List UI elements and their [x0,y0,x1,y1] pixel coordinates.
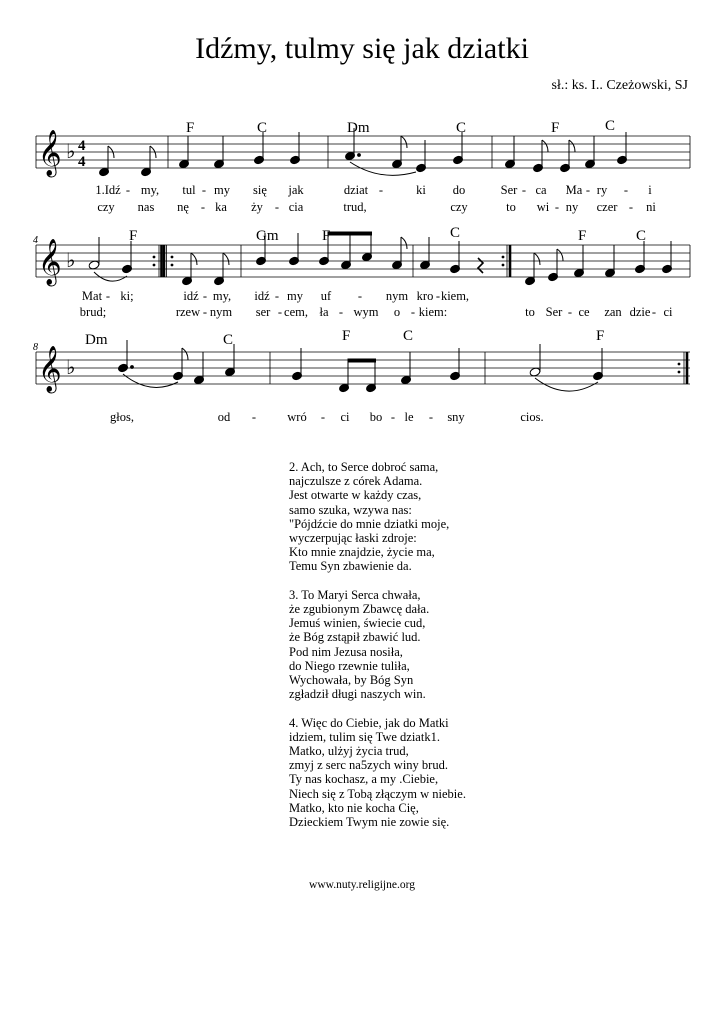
lyric-syllable: ca [535,183,547,197]
chord: F [342,328,351,344]
lyric-syllable: jak [288,183,304,197]
chord: Dm [347,120,370,136]
lyric-syllable: ki; [120,289,134,303]
lyric-syllable: - [410,305,416,319]
lyric-syllable: Ma [565,183,583,197]
verse-line: Niech się z Tobą złączym w niebie. [289,786,466,801]
verse-3 [289,588,466,702]
lyric-syllable: dzie [629,305,651,319]
lyric-syllable: ci [663,305,673,319]
chord: F [186,120,195,136]
treble-clef: 𝄞 [38,239,62,285]
lyric-syllable: nę [177,200,189,214]
lyric-syllable: - [651,305,657,319]
verse-line: 3. To Maryi Serca chwała, [289,587,421,602]
lyric-syllable: - [521,183,527,197]
chord: F [322,228,331,244]
chord: C [257,120,268,136]
chord: Gm [256,228,279,244]
svg-text:4: 4 [78,138,86,154]
lyric-syllable: - [567,305,573,319]
lyric-syllable: - [435,289,441,303]
lyric-syllable: - [202,305,208,319]
verse-line: Wychowała, by Bóg Syn [289,673,414,688]
lyric-syllable: ży [251,200,263,214]
staff-system-1 [36,118,690,214]
lyric-syllable: to [506,200,516,214]
lyric-syllable: kiem, [440,289,470,303]
measure-number: 8 [33,342,38,353]
lyric-syllable: idź [183,289,199,303]
lyric-syllable: ni [646,200,656,214]
verse-line: do Niego rzewnie tuliła, [289,658,410,673]
lyric-syllable: cia [288,200,304,214]
lyric-syllable: - [202,289,208,303]
verse-line: że zgubionym Zbawcę dała. [289,602,430,617]
lyric-syllable: to [525,305,535,319]
flat-key-signature: ♭ [66,355,76,379]
chord: F [578,228,587,244]
lyric-syllable: uf [320,289,332,303]
verse-line: najczulsze z córek Adama. [289,474,423,489]
song-title: Idźmy, tulmy się jak dziatki [195,32,529,65]
lyric-syllable: od [217,410,231,424]
lyric-syllable: idź [254,289,270,303]
lyric-syllable: my, [212,289,232,303]
lyric-syllable: my [287,289,303,303]
lyric-syllable: sny [447,410,465,424]
lyric-syllable: Mat [81,289,103,303]
lyric-syllable: się [253,183,267,197]
verse-line: idziem, tulim się Twe dziatk1. [289,729,440,744]
lyric-syllable: ka [215,200,227,214]
staff-system-3 [33,328,690,424]
lyric-syllable: - [274,200,280,214]
lyric-syllable: głos, [110,410,134,424]
lyric-syllable: bo [369,410,383,424]
flat-key-signature: ♭ [66,248,76,272]
verse-2 [289,460,466,574]
verse-line: 4. Więc do Ciebie, jak do Matki [289,715,449,730]
verse-line: "Pójdźcie do mnie dziatki moje, [289,516,450,531]
verse-line: Pod nim Jezusa nosiła, [289,644,403,659]
chord: C [636,228,647,244]
chord: Dm [85,332,108,348]
lyric-syllable: Ser [545,305,563,319]
lyric-syllable: - [428,410,434,424]
lyric-syllable: le [404,410,414,424]
lyric-syllable: ny [565,200,579,214]
lyric-syllable: nym [209,305,233,319]
lyric-syllable: cios. [520,410,544,424]
verse-line: samo szuka, wzywa nas: [289,502,412,517]
svg-text:4: 4 [78,154,86,170]
lyric-syllable: my [214,183,230,197]
verse-4 [289,716,466,830]
lyric-syllable: - [357,289,363,303]
lyric-syllable: i [648,183,652,197]
lyric-syllable: nym [385,289,409,303]
lyric-syllable: - [390,410,396,424]
verse-line: Ty nas kochasz, a my .Ciebie, [289,772,439,787]
lyric-syllable: brud; [79,305,107,319]
lyric-syllable: czy [450,200,468,214]
lyric-syllable: - [274,289,280,303]
lyric-syllable: ry [596,183,608,197]
lyric-syllable: - [378,183,384,197]
lyric-syllable: - [628,200,634,214]
verse-line: 2. Ach, to Serce dobroć sama, [289,460,439,474]
lyric-syllable: ser [255,305,271,319]
lyric-syllable: ła [319,305,329,319]
chord: C [605,118,616,134]
lyric-syllable: - [623,183,629,197]
treble-clef: 𝄞 [38,130,62,176]
chord: F [596,328,605,344]
lyric-syllable: wró [287,410,307,424]
lyric-syllable: kiem: [418,305,448,319]
additional-verses [289,460,466,843]
time-signature [78,138,86,170]
lyric-syllable: cem, [284,305,308,319]
lyric-syllable: - [201,183,207,197]
lyric-syllable: - [554,200,560,214]
chord: C [223,332,234,348]
verse-line: wyczerpując łaski zdroje: [289,531,417,546]
verse-line: Matko, kto nie kocha Cię, [289,800,419,815]
verse-line: że Bóg zstąpił zbawić lud. [289,630,421,645]
lyric-syllable: trud, [343,200,367,214]
lyric-syllable: czer [596,200,618,214]
verse-line: zmyj z serc na5zych winy brud. [289,758,448,773]
lyric-syllable: wym [353,305,379,319]
lyric-syllable: 1.Idź [95,183,121,197]
verse-line: Kto mnie znajdzie, życie ma, [289,545,435,560]
verse-line: Matko, ulżyj życia trud, [289,744,409,759]
lyric-syllable: - [277,305,283,319]
lyric-syllable: czy [97,200,115,214]
verse-line: Temu Syn zbawienie da. [289,559,412,574]
sheet-music [0,110,724,440]
lyric-syllable: - [125,183,131,197]
lyric-syllable: zan [604,305,622,319]
lyric-syllable: - [105,289,111,303]
chord: C [450,225,461,241]
chord: C [456,120,467,136]
lyric-syllable: nas [137,200,155,214]
lyric-syllable: Ser [500,183,518,197]
lyric-syllable: rzew [175,305,201,319]
lyric-syllable: dziat [343,183,369,197]
lyricist-credit: sł.: ks. I.. Czeżowski, SJ [551,78,688,93]
verse-line: Jest otwarte w każdy czas, [289,488,422,503]
lyric-syllable: my, [140,183,160,197]
chord: F [129,228,138,244]
lyric-syllable: - [251,410,257,424]
lyric-syllable: - [320,410,326,424]
verse-line: Jemuś winien, świecie cud, [289,616,426,631]
staff-system-2 [33,225,690,319]
lyric-syllable: kro [416,289,434,303]
verse-line: zgładził długi naszych win. [289,687,426,702]
lyric-syllable: ci [340,410,350,424]
chord: C [403,328,414,344]
footer-website: www.nuty.religijne.org [309,879,415,891]
lyric-syllable: o [393,305,401,319]
lyric-syllable: - [338,305,344,319]
lyric-syllable: - [200,200,206,214]
lyric-syllable: ce [578,305,590,319]
treble-clef: 𝄞 [38,346,62,392]
lyric-syllable: - [585,183,591,197]
lyric-syllable: ki [416,183,426,197]
lyric-syllable: do [452,183,466,197]
flat-key-signature: ♭ [66,139,76,163]
verse-line: Dzieckiem Twym nie zowie się. [289,815,450,830]
measure-number: 4 [33,235,38,246]
lyric-syllable: tul [182,183,196,197]
lyric-syllable: wi [536,200,550,214]
chord: F [551,120,560,136]
